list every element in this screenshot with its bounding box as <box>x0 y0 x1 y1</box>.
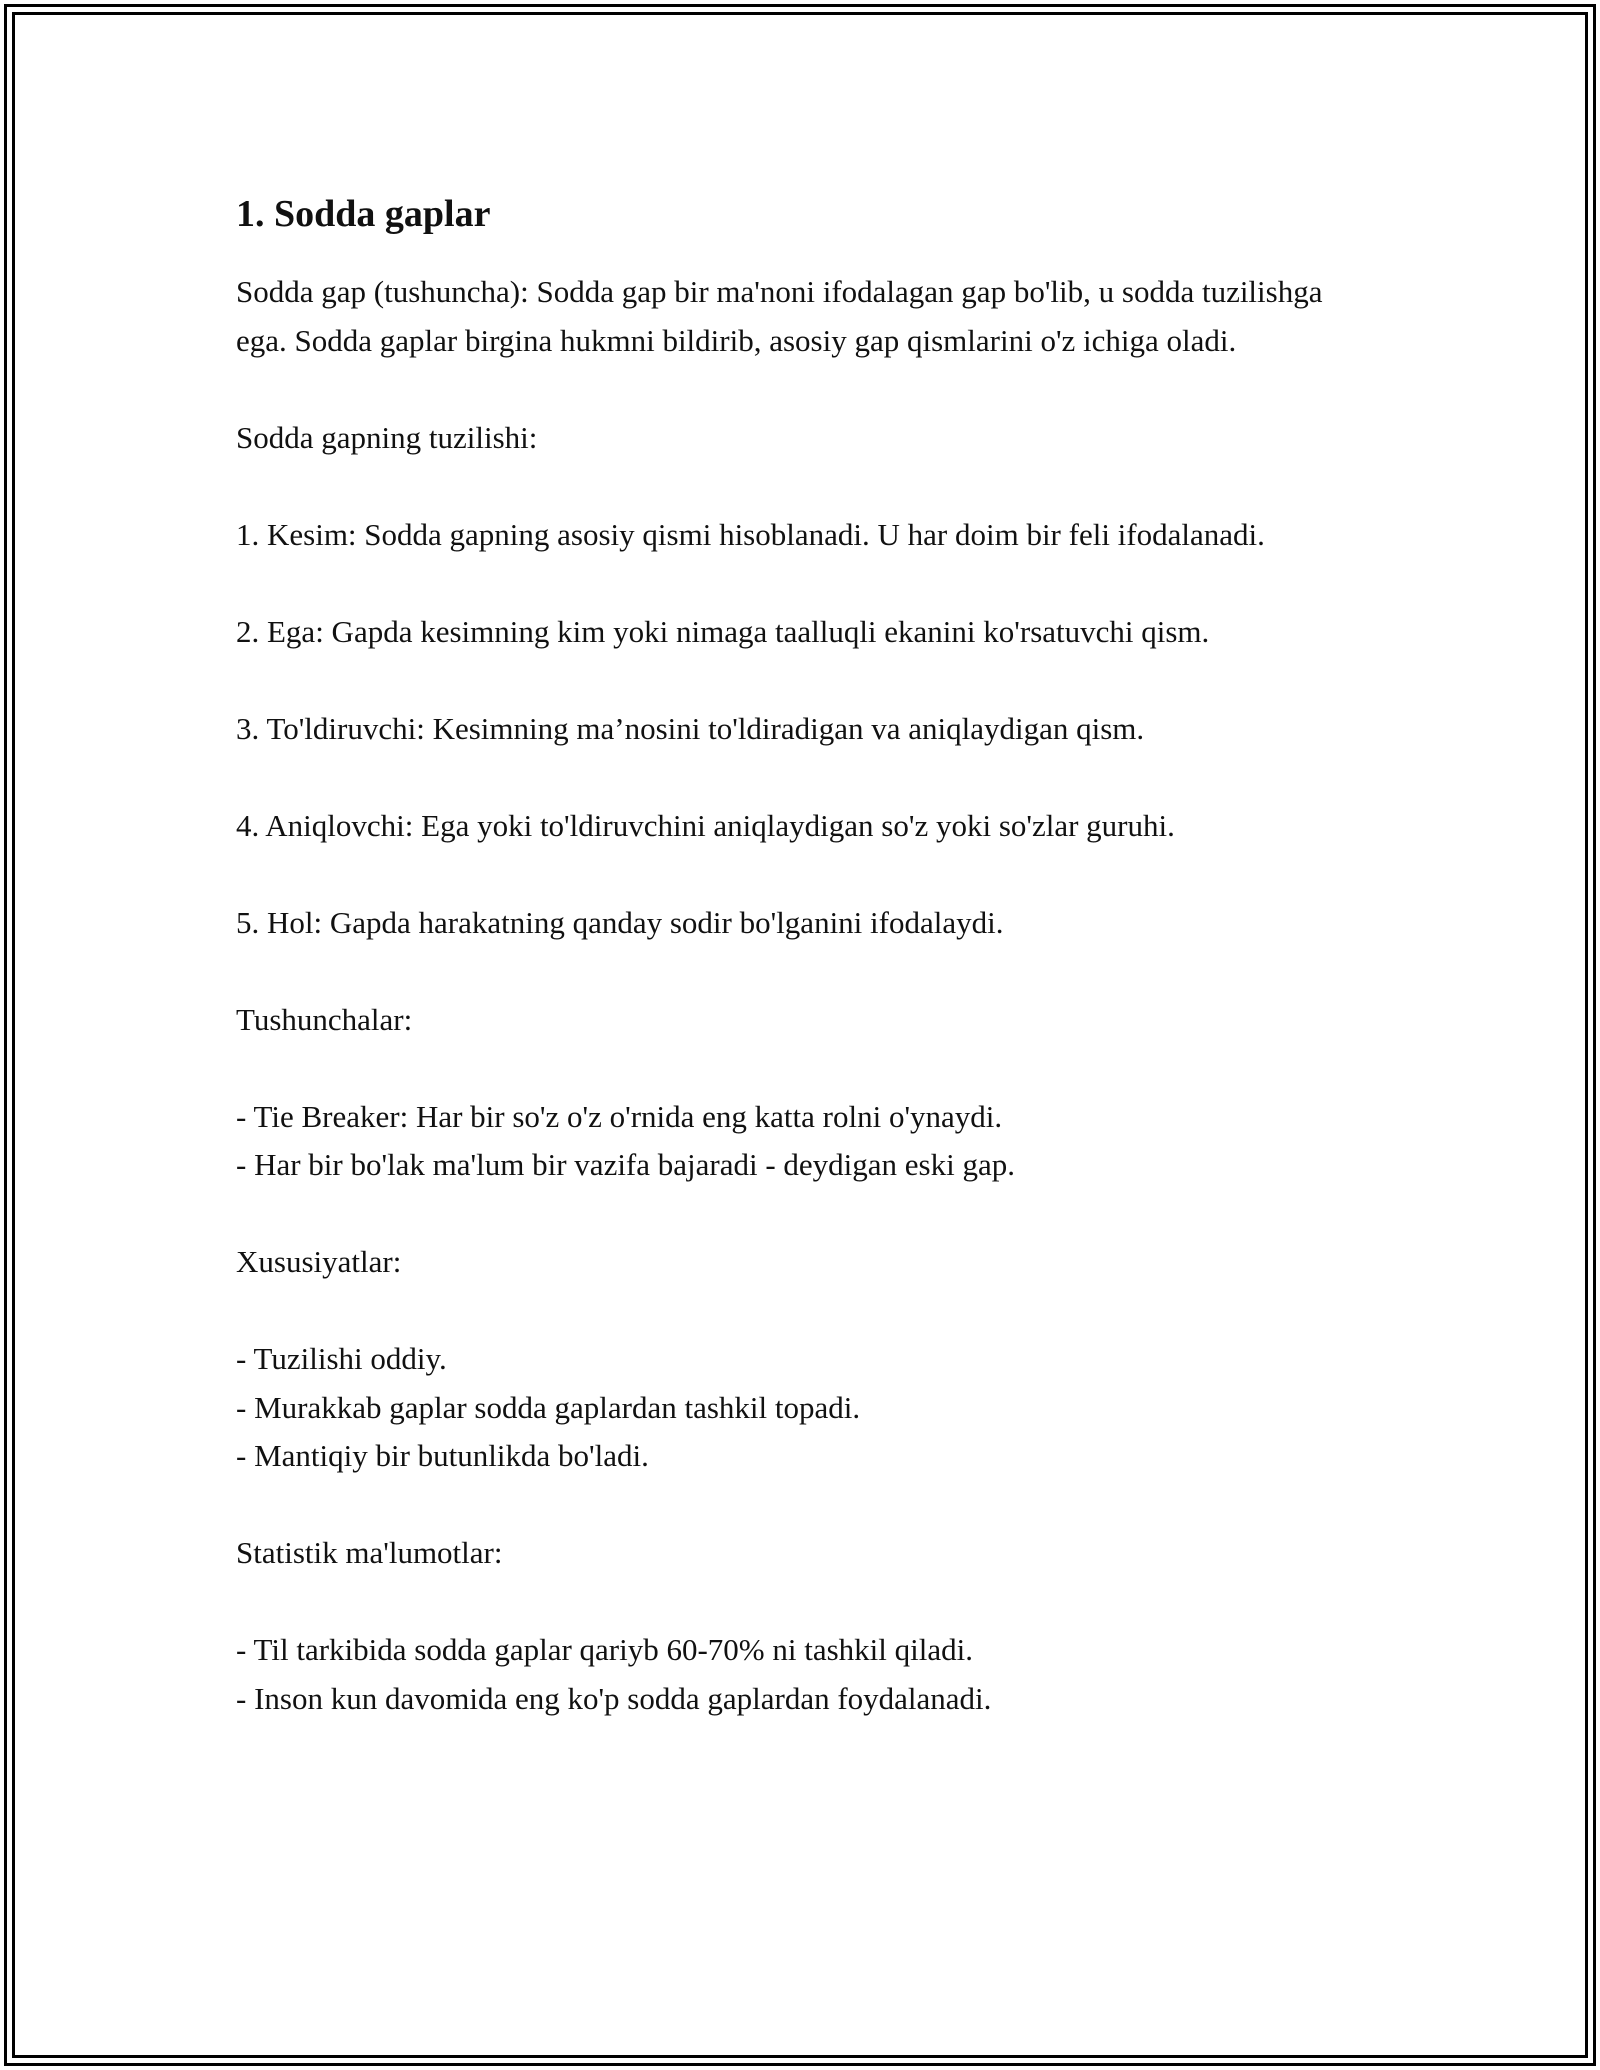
structure-item-aniqlovchi: 4. Aniqlovchi: Ega yoki to'ldiruvchini aniqlaydigan so'z yoki so'zlar guruhi. <box>236 807 1175 843</box>
features-item: - Tuzilishi oddiy. <box>236 1341 447 1376</box>
spacer <box>236 947 1376 996</box>
concepts-heading: Tushunchalar: <box>236 1001 413 1037</box>
spacer <box>236 656 1376 705</box>
spacer <box>236 365 1376 414</box>
spacer <box>236 1481 1376 1530</box>
structure-item-kesim: 1. Kesim: Sodda gapning asosiy qismi hisoblanadi. U har doim bir feli ifodalanadi. <box>236 516 1265 552</box>
structure-item-hol: 5. Hol: Gapda harakatning qanday sodir bo'lganini ifodalaydi. <box>236 904 1004 940</box>
concepts-item: - Har bir bo'lak ma'lum bir vazifa bajaradi - deydigan eski gap. <box>236 1147 1015 1182</box>
spacer <box>236 753 1376 802</box>
concepts-item: - Tie Breaker: Har bir so'z o'z o'rnida eng katta rolni o'ynaydi. <box>236 1098 1003 1134</box>
features-item: - Mantiqiy bir butunlikda bo'ladi. <box>236 1438 649 1473</box>
structure-item-toldiruvchi: 3. To'ldiruvchi: Kesimning ma’nosini to'ldiradigan va aniqlaydigan qism. <box>236 710 1145 746</box>
spacer <box>236 1578 1376 1627</box>
stats-heading: Statistik ma'lumotlar: <box>236 1535 503 1570</box>
spacer <box>236 462 1376 511</box>
stats-item: - Til tarkibida sodda gaplar qariyb 60-70% ni tashkil qiladi. <box>236 1632 974 1667</box>
spacer <box>236 1044 1376 1093</box>
structure-item-ega: 2. Ega: Gapda kesimning kim yoki nimaga taalluqli ekanini ko'rsatuvchi qism. <box>236 613 1210 649</box>
stats-item: - Inson kun davomida eng ko'p sodda gaplardan foydalanadi. <box>236 1680 992 1716</box>
spacer <box>236 1287 1376 1336</box>
intro-paragraph: Sodda gap (tushuncha): Sodda gap bir ma'noni ifodalagan gap bo'lib, u sodda tuzilishga ega. Sodda gaplar birgina hukmni bildirib, asosiy gap qismlarini o'z ichiga oladi. <box>236 274 1323 358</box>
features-heading: Xususiyatlar: <box>236 1244 402 1279</box>
document-body <box>236 188 1376 1723</box>
spacer <box>236 1190 1376 1239</box>
spacer <box>236 850 1376 899</box>
structure-heading: Sodda gapning tuzilishi: <box>236 419 538 455</box>
section-heading: 1. Sodda gaplar <box>236 193 491 235</box>
spacer <box>236 559 1376 608</box>
features-item: - Murakkab gaplar sodda gaplardan tashkil topadi. <box>236 1389 861 1425</box>
